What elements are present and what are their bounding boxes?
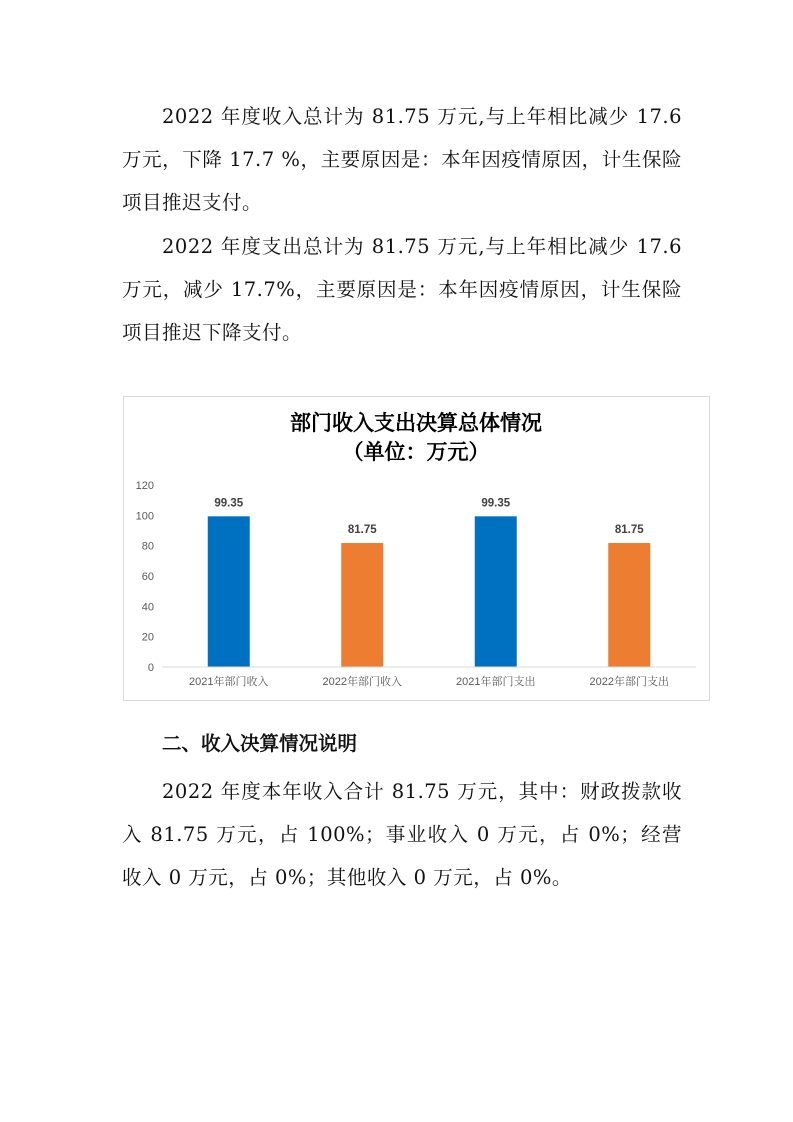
y-tick-label: 120 [135,480,154,492]
x-category-label: 2021年部门收入 [189,676,269,688]
data-label: 99.35 [214,497,244,510]
paragraph-income-detail-text: 2022 年度本年收入合计 81.75 万元，其中：财政拨款收入 81.75 万元，占 100%；事业收入 0 万元，占 0%；经营收入 0 万元，占 0%；其他收入 0 万元，占 0%。 [122,780,682,889]
y-tick-label: 20 [141,631,154,644]
chart-title: 部门收入支出决算总体情况 [290,411,542,435]
data-label: 99.35 [481,497,511,510]
y-tick-label: 60 [141,571,154,583]
bars-group [208,497,651,667]
chart-svg [124,397,709,700]
x-category-label: 2022年部门支出 [589,676,669,688]
paragraph-expense-summary-text: 2022 年度支出总计为 81.75 万元,与上年相比减少 17.6 万元，减少 17.7%，主要原因是：本年因疫情原因，计生保险项目推迟下降支付。 [122,235,682,344]
budget-bar-chart [123,396,710,701]
bar [475,516,517,667]
paragraph-income-summary-text: 2022 年度收入总计为 81.75 万元,与上年相比减少 17.6 万元，下降 17.7 %，主要原因是：本年因疫情原因，计生保险项目推迟支付。 [122,105,682,214]
bar [341,543,383,667]
bar [208,516,250,667]
y-axis [136,480,154,674]
x-category-label: 2022年部门收入 [322,676,402,688]
bar [608,543,650,667]
paragraph-income-detail [122,770,682,899]
y-tick-label: 0 [147,662,154,674]
data-label: 81.75 [347,524,377,537]
y-tick-label: 80 [141,540,154,553]
section-heading: 二、收入决算情况说明 [162,732,358,755]
paragraph-income-summary [122,95,682,224]
paragraph-expense-summary [122,225,682,354]
chart-subtitle: （单位：万元） [342,440,490,464]
x-category-label: 2021年部门支出 [456,676,536,688]
y-tick-label: 40 [141,601,154,614]
x-axis [162,667,696,688]
data-label: 81.75 [614,524,644,537]
y-tick-label: 100 [135,510,154,523]
